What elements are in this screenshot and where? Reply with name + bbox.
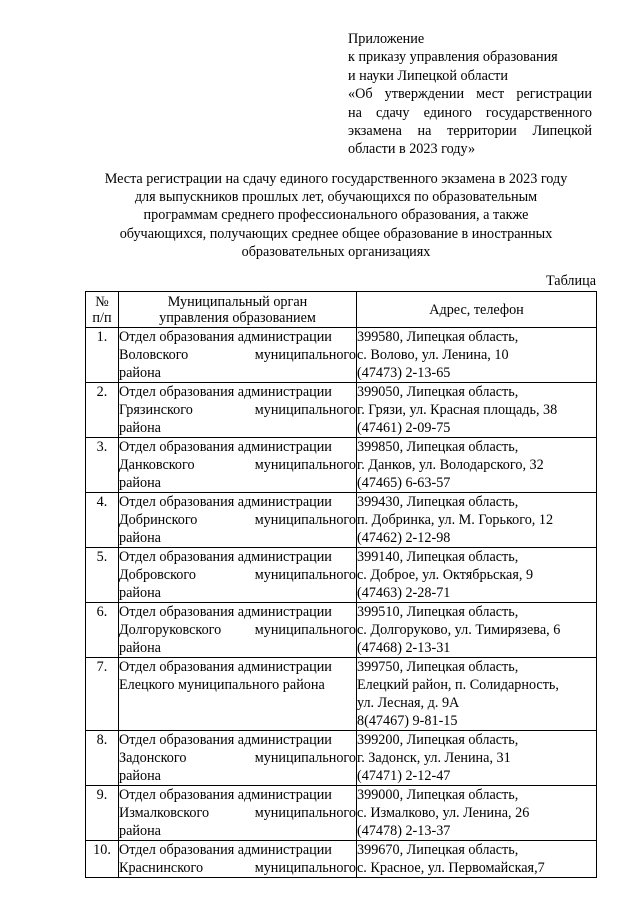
- org-cell: [119, 603, 357, 658]
- address-line: 399140, Липецкая область,: [357, 549, 519, 565]
- appendix-line: Приложение: [348, 31, 425, 47]
- address-line: (47468) 2-13-31: [357, 640, 451, 656]
- address-cell: [357, 603, 597, 658]
- address-line: с. Измалково, ул. Ленина, 26: [357, 805, 530, 821]
- address-line: п. Добринка, ул. М. Горького, 12: [357, 512, 554, 528]
- document-heading: [76, 170, 596, 261]
- table-row: [86, 548, 597, 603]
- heading-line: программам среднего профессионального образования, а также: [143, 207, 529, 224]
- row-number: 7.: [86, 658, 119, 731]
- row-number: 10.: [86, 841, 119, 878]
- address-line: 399750, Липецкая область,: [357, 659, 519, 675]
- appendix-line: на сдачу единого государственного: [348, 104, 592, 121]
- address-line: с. Доброе, ул. Октябрьская, 9: [357, 567, 534, 583]
- address-line: (47462) 2-12-98: [357, 530, 451, 546]
- org-line: Отдел образования администрации: [119, 659, 332, 675]
- org-line: района: [119, 365, 161, 381]
- org-line: Отдел образования администрации: [119, 604, 332, 620]
- header-org-line: Муниципальный орган: [167, 293, 308, 310]
- address-line: (47461) 2-09-75: [357, 420, 451, 436]
- org-line: Воловского муниципального: [119, 347, 356, 363]
- table-row: [86, 438, 597, 493]
- org-cell: [119, 383, 357, 438]
- address-line: 399050, Липецкая область,: [357, 384, 519, 400]
- org-line: района: [119, 420, 161, 436]
- org-line: Отдел образования администрации: [119, 549, 332, 565]
- row-number: 3.: [86, 438, 119, 493]
- org-line: Елецкого муниципального района: [119, 677, 325, 693]
- table-row: [86, 658, 597, 731]
- address-cell: [357, 493, 597, 548]
- table-row: [86, 786, 597, 841]
- org-line: Отдел образования администрации: [119, 439, 332, 455]
- header-num-line: №: [95, 293, 109, 310]
- header-num: [86, 292, 119, 328]
- org-cell: [119, 731, 357, 786]
- address-line: (47463) 2-28-71: [357, 585, 451, 601]
- address-line: с. Красное, ул. Первомайская,7: [357, 860, 545, 876]
- registration-places-table: [85, 291, 597, 878]
- org-cell: [119, 328, 357, 383]
- address-line: 399510, Липецкая область,: [357, 604, 519, 620]
- org-cell: [119, 658, 357, 731]
- appendix-line: к приказу управления образования: [348, 49, 558, 66]
- table-caption: Таблица: [545, 273, 596, 289]
- org-cell: [119, 548, 357, 603]
- address-cell: [357, 658, 597, 731]
- heading-line: Места регистрации на сдачу единого государственного экзамена в 2023 году: [104, 171, 568, 187]
- header-num-line: п/п: [92, 309, 112, 326]
- appendix-line: экзамена на территории Липецкой: [348, 123, 592, 140]
- org-line: Измалковского муниципального: [119, 805, 356, 821]
- address-cell: [357, 731, 597, 786]
- org-line: Отдел образования администрации: [119, 329, 332, 345]
- header-org: [119, 292, 357, 328]
- appendix-line: «Об утверждении мест регистрации: [348, 86, 592, 103]
- address-line: г. Грязи, ул. Красная площадь, 38: [357, 402, 558, 418]
- table-row: [86, 603, 597, 658]
- org-cell: [119, 841, 357, 878]
- address-line: (47473) 2-13-65: [357, 365, 451, 381]
- row-number: 5.: [86, 548, 119, 603]
- address-cell: [357, 786, 597, 841]
- appendix-line: области в 2023 году»: [348, 141, 476, 158]
- address-cell: [357, 548, 597, 603]
- table-row: [86, 328, 597, 383]
- org-line: Добринского муниципального: [119, 512, 356, 528]
- org-line: Добровского муниципального: [119, 567, 356, 583]
- table-row: [86, 383, 597, 438]
- org-line: района: [119, 530, 161, 546]
- address-cell: [357, 841, 597, 878]
- org-line: Отдел образования администрации: [119, 787, 332, 803]
- table-row: [86, 841, 597, 878]
- org-line: района: [119, 823, 161, 839]
- row-number: 8.: [86, 731, 119, 786]
- address-line: Елецкий район, п. Солидарность,: [357, 677, 559, 693]
- heading-line: обучающихся, получающих среднее общее образование в иностранных: [119, 225, 553, 242]
- org-cell: [119, 786, 357, 841]
- org-cell: [119, 438, 357, 493]
- address-cell: [357, 328, 597, 383]
- address-line: 399000, Липецкая область,: [357, 787, 519, 803]
- table-header-row: [86, 292, 597, 328]
- org-line: Данковского муниципального: [119, 457, 356, 473]
- org-line: Краснинского муниципального: [119, 860, 356, 876]
- org-line: Задонского муниципального: [119, 750, 356, 766]
- org-line: Отдел образования администрации: [119, 384, 332, 400]
- address-line: с. Долгоруково, ул. Тимирязева, 6: [357, 622, 561, 638]
- address-line: 399200, Липецкая область,: [357, 732, 519, 748]
- row-number: 4.: [86, 493, 119, 548]
- org-line: района: [119, 768, 161, 784]
- appendix-line: и науки Липецкой области: [348, 67, 508, 84]
- org-line: Грязинского муниципального: [119, 402, 356, 418]
- address-line: ул. Лесная, д. 9А: [357, 695, 460, 711]
- table-row: [86, 731, 597, 786]
- header-addr: Адрес, телефон: [357, 292, 597, 328]
- org-line: Отдел образования администрации: [119, 732, 332, 748]
- address-line: г. Задонск, ул. Ленина, 31: [357, 750, 511, 766]
- row-number: 9.: [86, 786, 119, 841]
- org-line: Отдел образования администрации: [119, 494, 332, 510]
- address-line: 8(47467) 9-81-15: [357, 713, 458, 729]
- org-line: Долгоруковского муниципального: [119, 622, 356, 638]
- header-org-line: управления образованием: [159, 309, 316, 326]
- address-line: (47478) 2-13-37: [357, 823, 451, 839]
- address-line: 399850, Липецкая область,: [357, 439, 519, 455]
- address-line: (47465) 6-63-57: [357, 475, 451, 491]
- org-cell: [119, 493, 357, 548]
- address-cell: [357, 383, 597, 438]
- heading-line: для выпускников прошлых лет, обучающихся по образовательным: [134, 189, 538, 206]
- heading-line: образовательных организациях: [241, 243, 431, 260]
- address-line: (47471) 2-12-47: [357, 768, 451, 784]
- address-line: 399580, Липецкая область,: [357, 329, 519, 345]
- address-line: с. Волово, ул. Ленина, 10: [357, 347, 509, 363]
- org-line: Отдел образования администрации: [119, 842, 332, 858]
- row-number: 6.: [86, 603, 119, 658]
- address-line: г. Данков, ул. Володарского, 32: [357, 457, 544, 473]
- table-row: [86, 493, 597, 548]
- address-line: 399430, Липецкая область,: [357, 494, 519, 510]
- row-number: 2.: [86, 383, 119, 438]
- appendix-block: [348, 30, 592, 159]
- org-line: района: [119, 585, 161, 601]
- address-line: 399670, Липецкая область,: [357, 842, 519, 858]
- address-cell: [357, 438, 597, 493]
- org-line: района: [119, 640, 161, 656]
- org-line: района: [119, 475, 161, 491]
- row-number: 1.: [86, 328, 119, 383]
